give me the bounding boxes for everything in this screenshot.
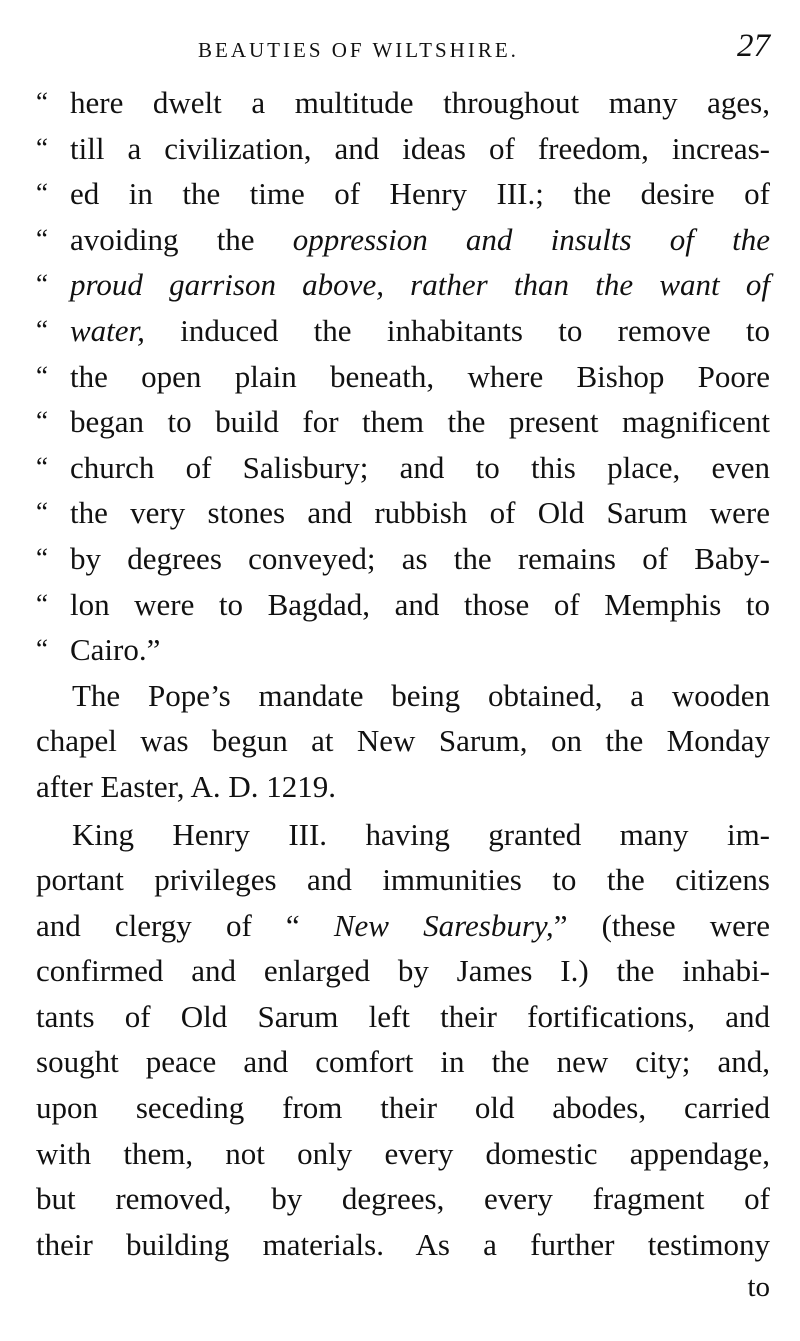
quoted-passage [36, 80, 770, 673]
opening-quote-mark: “ [36, 406, 48, 437]
quoted-line [36, 536, 770, 582]
italic-segment: water, [70, 312, 145, 348]
quoted-line [36, 445, 770, 491]
text-line: confirmed and enlarged by James I.) the inhabi- [36, 953, 770, 989]
running-title: BEAUTIES OF WILTSHIRE. [198, 38, 519, 62]
text-segment: avoiding the [70, 221, 293, 257]
text-segment: lon were to Bagdad, and those of Memphis to [70, 586, 770, 622]
quoted-line [36, 582, 770, 628]
italic-place-name: New Saresbury, [333, 907, 554, 943]
opening-quote-mark: “ [36, 132, 48, 163]
quoted-line [36, 627, 770, 673]
text-line: after Easter, A. D. 1219. [36, 768, 337, 804]
text-segment: began to build for them the present magnificent [70, 404, 770, 440]
quoted-line [36, 354, 770, 400]
text-line: tants of Old Sarum left their fortifications, and [36, 998, 770, 1034]
text-segment: the open plain beneath, where Bishop Poore [70, 358, 770, 394]
text-line: chapel was begun at New Sarum, on the Monday [36, 723, 770, 759]
quoted-line [36, 399, 770, 445]
quoted-line [36, 126, 770, 172]
paragraph-king-henry [36, 812, 770, 1268]
opening-quote-mark: “ [36, 588, 48, 619]
text-line: sought peace and comfort in the new city; and, [36, 1044, 770, 1080]
page-number: 27 [737, 28, 770, 64]
opening-quote-mark: “ [36, 360, 48, 391]
text-segment: till a civilization, and ideas of freedom, increas- [70, 130, 770, 166]
text-segment: ” (these were [553, 907, 770, 943]
opening-quote-mark: “ [36, 223, 48, 254]
text-line: portant privileges and immunities to the citizens [36, 862, 770, 898]
opening-quote-mark: “ [36, 314, 48, 345]
opening-quote-mark: “ [36, 451, 48, 482]
text-segment: and clergy of “ [36, 907, 334, 943]
opening-quote-mark: “ [36, 269, 48, 300]
text-line: King Henry III. having granted many im- [72, 816, 770, 852]
catchword: to [747, 1271, 770, 1304]
text-line: their building materials. As a further testimony [36, 1226, 770, 1262]
opening-quote-mark: “ [36, 634, 48, 665]
opening-quote-mark: “ [36, 178, 48, 209]
text-segment: by degrees conveyed; as the remains of Baby- [70, 540, 770, 576]
quoted-line [36, 171, 770, 217]
quoted-line [36, 80, 770, 126]
text-segment: church of Salisbury; and to this place, even [70, 449, 770, 485]
quoted-line [36, 217, 770, 263]
body-text [36, 80, 770, 1307]
text-segment: Cairo.” [70, 632, 161, 668]
quoted-line [36, 308, 770, 354]
text-line [36, 903, 770, 949]
quoted-line [36, 262, 770, 308]
text-segment: the very stones and rubbish of Old Sarum were [70, 495, 770, 531]
text-segment: ed in the time of Henry III.; the desire of [70, 176, 770, 212]
paragraph-pope-mandate [36, 673, 770, 810]
italic-segment: oppression and insults of the [292, 221, 770, 257]
text-line: The Pope’s mandate being obtained, a wooden [72, 677, 770, 713]
text-line: upon seceding from their old abodes, carried [36, 1090, 770, 1126]
text-line: but removed, by degrees, every fragment of [36, 1181, 770, 1217]
opening-quote-mark: “ [36, 87, 48, 117]
opening-quote-mark: “ [36, 542, 48, 573]
quoted-line [36, 490, 770, 536]
text-segment: here dwelt a multitude throughout many ages, [70, 85, 770, 120]
text-line: with them, not only every domestic appendage, [36, 1135, 770, 1171]
opening-quote-mark: “ [36, 497, 48, 528]
italic-segment: proud garrison above, rather than the want of [70, 267, 770, 303]
text-segment: induced the inhabitants to remove to [144, 312, 770, 348]
running-head [36, 28, 770, 78]
